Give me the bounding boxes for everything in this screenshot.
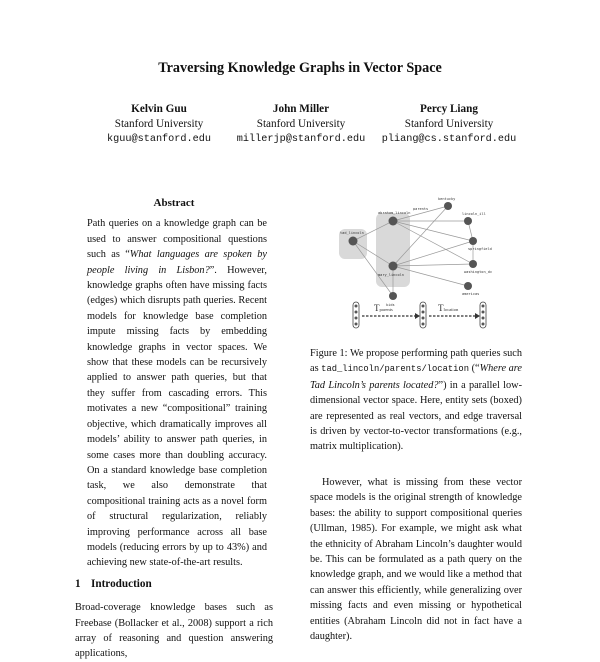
graph-node xyxy=(469,260,477,268)
graph-node xyxy=(389,262,398,271)
author-block xyxy=(216,102,386,147)
author-affiliation: Stanford University xyxy=(256,118,346,130)
node-label: americas xyxy=(462,292,480,296)
caption-question: Where are Tad Lincoln’s parents located? xyxy=(310,363,522,391)
caption-text: (“ xyxy=(468,363,480,375)
paper-title: Traversing Knowledge Graphs in Vector Space xyxy=(158,60,442,76)
author-email: kguu@stanford.edu xyxy=(107,134,211,145)
section-heading xyxy=(75,577,273,592)
author-affiliation: Stanford University xyxy=(404,118,494,130)
graph-node xyxy=(444,202,452,210)
operator-label xyxy=(438,303,459,313)
node-label: springfield xyxy=(468,247,492,251)
abstract-body xyxy=(75,216,273,570)
graph-node xyxy=(464,282,472,290)
author-name: Percy Liang xyxy=(420,103,478,115)
node-label: parents xyxy=(413,207,429,211)
caption-text: ”) in a parallel low-dimensional vector space. Here, entity sets (boxed) are represented as real vectors, and edge traversal is driven by vector-to-vector transformations (e.g., matrix multiplication). xyxy=(310,379,522,453)
graph-node xyxy=(469,237,477,245)
node-label: kids xyxy=(386,303,395,307)
section-title: Introduction xyxy=(91,577,152,590)
abstract-example-question: What languages are spoken by people living in Lisbon? xyxy=(87,249,267,276)
node-label: abraham_lincoln xyxy=(378,211,411,215)
knowledge-graph-figure xyxy=(338,196,518,336)
operator-subscript: parents xyxy=(379,307,393,312)
left-column xyxy=(75,196,273,662)
section-number: 1 xyxy=(75,577,81,590)
operator-label-main: T xyxy=(374,303,380,313)
author-email: pliang@cs.stanford.edu xyxy=(381,134,517,145)
node-label: mary_lincoln xyxy=(378,273,404,277)
graph-node xyxy=(349,237,358,246)
arrowhead xyxy=(415,313,420,319)
graph-node xyxy=(464,217,472,225)
abstract-heading: Abstract xyxy=(153,197,195,209)
graph-node xyxy=(389,292,397,300)
vector-operator-row xyxy=(353,302,486,328)
arrowhead xyxy=(475,313,480,319)
node-label: washington_dc xyxy=(464,270,493,274)
figure-caption xyxy=(310,346,522,455)
abstract-text: Path queries on a knowledge graph can be used to answer compositional questions such as “ xyxy=(87,218,267,261)
node-label: tad_lincoln xyxy=(340,231,364,235)
graph-nodes xyxy=(349,202,478,300)
abstract-text-continued: ”. However, knowledge graphs often have missing facts (edges) which disrupts path queries. Recent models for knowledge base completion impute missing facts by embedding knowledge graphs in vector spaces. We show that these models can be recursively applied to answer path queries, but that they suffer from cascading errors. This motivates a new “compositional” training objective, which dramatically improves all models’ ability to answer path queries, in some cases more than doubling accuracy. On a standard knowledge base completion task, we also demonstrate that compositional training acts as a novel form of structural regularization, reliably improving performance across all base models (reducing errors by up to 43%) and achieving new state-of-the-art results. xyxy=(87,264,267,569)
graph-node xyxy=(389,217,398,226)
caption-text: Figure 1: We propose performing path queries such as xyxy=(310,348,522,375)
author-affiliation: Stanford University xyxy=(114,118,204,130)
operator-label-main: T xyxy=(438,303,444,313)
node-label: kentucky xyxy=(438,197,456,201)
author-email: millerjp@stanford.edu xyxy=(236,134,366,145)
operator-subscript: location xyxy=(443,307,459,312)
right-column-body: However, what is missing from these vector space models is the original strength of knowledge bases: the ability to support compositional queries (Ullman, 1985). For example, we might ask what the ethnicity of Abraham Lincoln’s daughter would be. This can be formulated as a path query on the knowledge graph, and we would like a method that can answer this efficiently, while generalizing over missing facts and even missing or hypothetical entities (Abraham Lincoln did not in fact have a daughter). xyxy=(310,477,522,643)
author-block xyxy=(364,102,534,147)
author-name: John Miller xyxy=(272,103,330,115)
caption-code: tad_lincoln/parents/location xyxy=(321,364,469,375)
graph-edges xyxy=(353,206,473,296)
introduction-text: Broad-coverage knowledge bases such as Freebase (Bollacker et al., 2008) support a rich array of reasoning and question answering applications, xyxy=(75,602,273,660)
author-name: Kelvin Guu xyxy=(131,103,187,115)
node-label: lincoln_ill xyxy=(462,212,486,216)
